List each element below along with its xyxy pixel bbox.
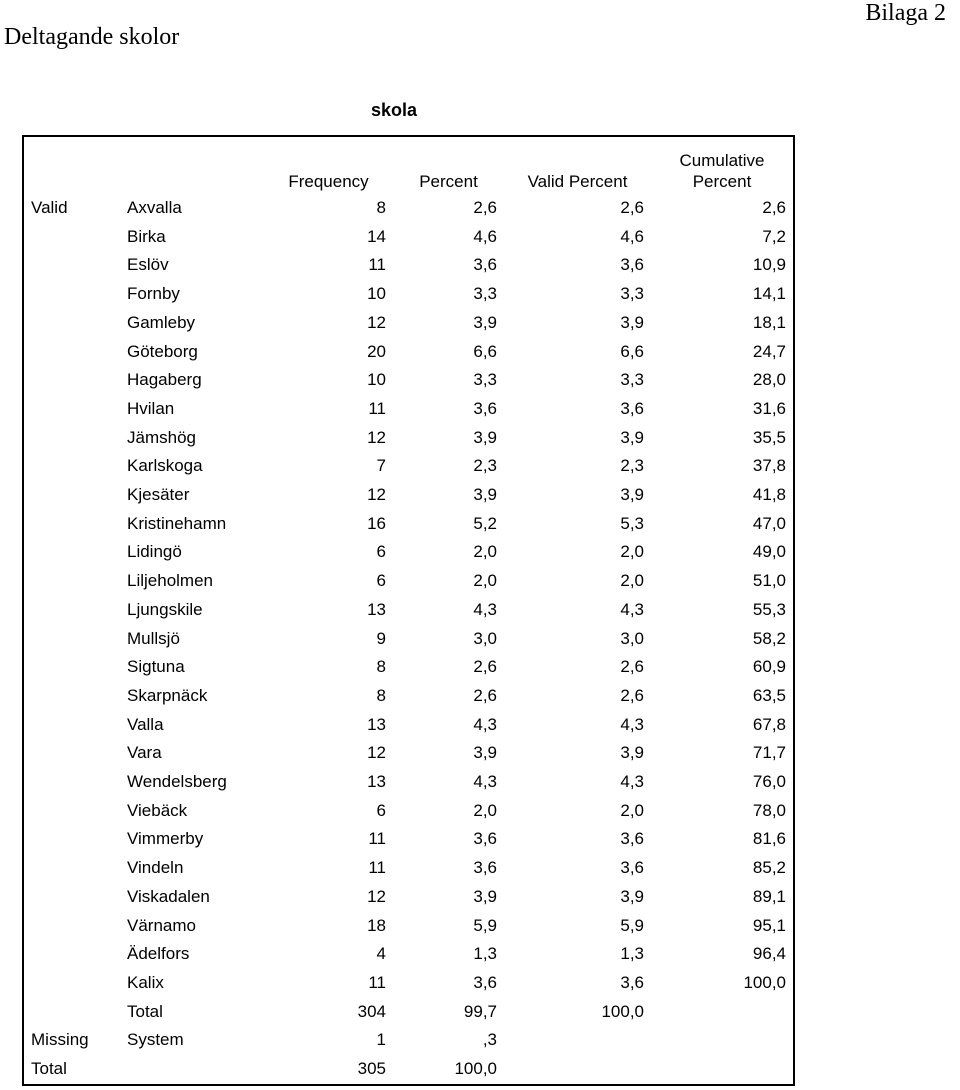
row-group (23, 653, 120, 682)
row-label: Kjesäter (127, 485, 190, 505)
table-row (23, 768, 794, 797)
cell-valid-percent: 3,6 (620, 858, 644, 878)
cell-percent: 3,6 (473, 972, 497, 992)
table-row (23, 481, 794, 510)
cell-frequency: 9 (376, 628, 386, 648)
table-row (23, 625, 794, 654)
cell-cumulative-percent: 100,0 (743, 972, 786, 992)
row-group (23, 596, 120, 625)
row-label: Hagaberg (127, 370, 202, 390)
cell-percent: 4,3 (473, 599, 497, 619)
cell-frequency: 305 (357, 1059, 386, 1079)
table-row (23, 424, 794, 453)
row-label: Birka (127, 226, 166, 246)
row-label: Ädelfors (127, 944, 190, 964)
row-label: Ljungskile (127, 599, 203, 619)
cell-percent: 4,3 (473, 714, 497, 734)
row-group (23, 998, 120, 1027)
cell-cumulative-percent: 47,0 (752, 513, 786, 533)
header-cumulative-percent (651, 136, 794, 194)
cell-cumulative-percent: 14,1 (752, 284, 786, 304)
cell-percent: 2,6 (473, 657, 497, 677)
row-label: Vindeln (127, 858, 184, 878)
row-label: Sigtuna (127, 657, 185, 677)
row-label: Skarpnäck (127, 685, 208, 705)
cell-valid-percent: 3,6 (620, 972, 644, 992)
cell-frequency: 4 (376, 944, 386, 964)
row-label (120, 1055, 264, 1085)
table-row (23, 912, 794, 941)
table-row (23, 682, 794, 711)
cell-cumulative-percent: 49,0 (752, 542, 786, 562)
row-group: Valid (31, 198, 68, 217)
table-row (23, 1026, 794, 1055)
cell-frequency: 11 (368, 858, 386, 878)
cell-cumulative-percent: 95,1 (752, 915, 786, 935)
cell-cumulative-percent: 41,8 (752, 485, 786, 505)
row-group (23, 625, 120, 654)
cell-frequency: 14 (367, 226, 386, 246)
appendix-label: Bilaga 2 (865, 0, 946, 26)
row-group (23, 481, 120, 510)
row-label: Viskadalen (127, 886, 210, 906)
row-label: System (127, 1030, 184, 1050)
cell-percent: 2,0 (473, 542, 497, 562)
row-group (23, 309, 120, 338)
row-label: Karlskoga (127, 456, 203, 476)
cell-valid-percent: 100,0 (601, 1001, 644, 1021)
table-header-row (23, 136, 794, 194)
cell-frequency: 11 (368, 255, 386, 275)
table-row (23, 998, 794, 1027)
cell-cumulative-percent: 76,0 (752, 772, 786, 792)
row-label: Mullsjö (127, 628, 180, 648)
cell-cumulative-percent: 96,4 (752, 944, 786, 964)
cell-frequency: 13 (367, 772, 386, 792)
table-row (23, 797, 794, 826)
cell-cumulative-percent: 37,8 (752, 456, 786, 476)
cell-valid-percent: 2,0 (620, 800, 644, 820)
table-row (23, 338, 794, 367)
row-label: Lidingö (127, 542, 182, 562)
cell-frequency: 18 (367, 915, 386, 935)
cell-valid-percent: 3,9 (620, 743, 644, 763)
row-group (23, 452, 120, 481)
cell-percent: 2,0 (473, 571, 497, 591)
cell-percent: 5,2 (473, 513, 497, 533)
row-label: Wendelsberg (127, 772, 227, 792)
table-row (23, 194, 794, 223)
cell-valid-percent: 3,6 (620, 398, 644, 418)
cell-frequency: 1 (376, 1030, 386, 1050)
row-group (23, 538, 120, 567)
row-group (23, 883, 120, 912)
row-label: Jämshög (127, 427, 196, 447)
cell-percent: 1,3 (473, 944, 497, 964)
row-label: Fornby (127, 284, 180, 304)
table-row (23, 510, 794, 539)
cell-percent: 3,6 (473, 858, 497, 878)
cell-valid-percent: 1,3 (620, 944, 644, 964)
cell-cumulative-percent: 2,6 (762, 198, 786, 217)
row-group (23, 280, 120, 309)
cell-frequency: 7 (376, 456, 386, 476)
cell-frequency: 13 (367, 714, 386, 734)
row-group (23, 940, 120, 969)
table-row (23, 739, 794, 768)
row-group (23, 567, 120, 596)
cell-percent: 5,9 (473, 915, 497, 935)
table-row (23, 395, 794, 424)
header-cumulative-line2: Percent (692, 172, 752, 191)
row-label: Total (127, 1001, 163, 1021)
row-group (23, 223, 120, 252)
cell-cumulative-percent (651, 1026, 794, 1055)
cell-valid-percent: 3,9 (620, 312, 644, 332)
cell-frequency: 11 (368, 972, 386, 992)
row-group (23, 912, 120, 941)
cell-cumulative-percent: 51,0 (752, 571, 786, 591)
row-group: Total (31, 1059, 67, 1079)
cell-frequency: 12 (367, 427, 386, 447)
table-row (23, 596, 794, 625)
cell-percent: 3,6 (473, 398, 497, 418)
cell-frequency: 20 (367, 341, 386, 361)
table-row (23, 883, 794, 912)
row-group (23, 338, 120, 367)
cell-valid-percent: 3,3 (620, 370, 644, 390)
header-percent: Percent (419, 172, 478, 191)
cell-cumulative-percent: 24,7 (752, 341, 786, 361)
cell-percent: 4,3 (473, 772, 497, 792)
cell-cumulative-percent: 85,2 (752, 858, 786, 878)
cell-percent: 2,6 (473, 198, 497, 217)
row-label: Gamleby (127, 312, 196, 332)
cell-frequency: 6 (376, 800, 386, 820)
header-frequency: Frequency (288, 172, 369, 191)
cell-percent: 2,6 (473, 685, 497, 705)
cell-valid-percent: 3,0 (620, 628, 644, 648)
table-row (23, 280, 794, 309)
row-label: Värnamo (127, 915, 196, 935)
cell-valid-percent: 3,9 (620, 485, 644, 505)
cell-percent: 4,6 (473, 226, 497, 246)
header-cumulative-line1: Cumulative (679, 151, 765, 170)
row-group (23, 711, 120, 740)
document-title: Deltagande skolor (4, 24, 180, 50)
cell-valid-percent (504, 1026, 651, 1055)
cell-frequency: 6 (376, 542, 386, 562)
row-group (23, 510, 120, 539)
row-label: Valla (127, 714, 164, 734)
table-row (23, 366, 794, 395)
cell-percent: 2,0 (473, 800, 497, 820)
cell-frequency: 12 (367, 886, 386, 906)
row-label: Viebäck (127, 800, 188, 820)
row-group (23, 251, 120, 280)
table-row (23, 567, 794, 596)
cell-cumulative-percent: 35,5 (752, 427, 786, 447)
cell-cumulative-percent: 60,9 (752, 657, 786, 677)
header-valid-percent: Valid Percent (527, 172, 628, 191)
header-blank-group (23, 136, 120, 194)
cell-valid-percent: 2,6 (620, 685, 644, 705)
table-row (23, 309, 794, 338)
table-body (23, 194, 794, 1085)
row-label: Hvilan (127, 398, 175, 418)
cell-cumulative-percent: 55,3 (752, 599, 786, 619)
cell-cumulative-percent: 89,1 (752, 886, 786, 906)
row-group (23, 424, 120, 453)
table-row (23, 538, 794, 567)
cell-percent: 6,6 (473, 341, 497, 361)
cell-valid-percent: 5,3 (620, 513, 644, 533)
cell-valid-percent: 3,3 (620, 284, 644, 304)
row-group (23, 854, 120, 883)
table-row (23, 854, 794, 883)
cell-cumulative-percent: 10,9 (752, 255, 786, 275)
cell-frequency: 8 (376, 198, 386, 217)
cell-frequency: 16 (367, 513, 386, 533)
cell-frequency: 10 (367, 284, 386, 304)
table-row (23, 653, 794, 682)
frequency-table (22, 135, 795, 1086)
cell-percent: 3,9 (473, 312, 497, 332)
cell-frequency: 12 (367, 743, 386, 763)
cell-percent: 99,7 (463, 1001, 497, 1021)
cell-valid-percent: 4,3 (620, 714, 644, 734)
table-row (23, 969, 794, 998)
cell-valid-percent: 4,3 (620, 599, 644, 619)
cell-percent: 3,9 (473, 485, 497, 505)
row-label: Kalix (127, 972, 164, 992)
row-group (23, 366, 120, 395)
cell-percent: 3,3 (473, 284, 497, 304)
cell-valid-percent: 3,9 (620, 427, 644, 447)
cell-cumulative-percent: 78,0 (752, 800, 786, 820)
cell-percent: 100,0 (454, 1059, 497, 1079)
cell-frequency: 12 (367, 485, 386, 505)
table-row (23, 1055, 794, 1085)
cell-frequency: 6 (376, 571, 386, 591)
cell-cumulative-percent: 58,2 (752, 628, 786, 648)
cell-valid-percent: 2,6 (620, 657, 644, 677)
row-group (23, 739, 120, 768)
row-label: Eslöv (127, 255, 169, 275)
table-row (23, 825, 794, 854)
cell-frequency: 8 (376, 685, 386, 705)
row-label: Vara (127, 743, 162, 763)
table-row (23, 251, 794, 280)
cell-cumulative-percent (651, 1055, 794, 1085)
cell-valid-percent: 3,6 (620, 255, 644, 275)
cell-valid-percent: 2,3 (620, 456, 644, 476)
table-row (23, 940, 794, 969)
table-row (23, 223, 794, 252)
cell-cumulative-percent: 31,6 (752, 398, 786, 418)
header-blank-label (120, 136, 264, 194)
row-group (23, 969, 120, 998)
cell-cumulative-percent (651, 998, 794, 1027)
row-group: Missing (31, 1030, 89, 1050)
cell-frequency: 8 (376, 657, 386, 677)
cell-frequency: 11 (368, 829, 386, 849)
row-group (23, 682, 120, 711)
table-row (23, 452, 794, 481)
cell-valid-percent: 6,6 (620, 341, 644, 361)
cell-valid-percent: 2,6 (620, 198, 644, 217)
cell-valid-percent: 2,0 (620, 571, 644, 591)
row-label: Vimmerby (127, 829, 204, 849)
cell-percent: 3,6 (473, 255, 497, 275)
cell-percent: ,3 (482, 1030, 497, 1050)
cell-valid-percent (504, 1055, 651, 1085)
cell-percent: 3,6 (473, 829, 497, 849)
row-group (23, 797, 120, 826)
table-title: skola (371, 100, 418, 120)
cell-frequency: 10 (367, 370, 386, 390)
row-group (23, 768, 120, 797)
table-row (23, 711, 794, 740)
cell-valid-percent: 3,6 (620, 829, 644, 849)
cell-cumulative-percent: 7,2 (762, 226, 786, 246)
cell-cumulative-percent: 81,6 (752, 829, 786, 849)
cell-percent: 3,0 (473, 628, 497, 648)
cell-frequency: 12 (367, 312, 386, 332)
row-label: Kristinehamn (127, 513, 227, 533)
cell-valid-percent: 3,9 (620, 886, 644, 906)
cell-cumulative-percent: 67,8 (752, 714, 786, 734)
cell-cumulative-percent: 63,5 (752, 685, 786, 705)
row-label: Liljeholmen (127, 571, 213, 591)
cell-percent: 3,3 (473, 370, 497, 390)
cell-percent: 2,3 (473, 456, 497, 476)
cell-frequency: 13 (367, 599, 386, 619)
cell-valid-percent: 4,6 (620, 226, 644, 246)
cell-cumulative-percent: 18,1 (752, 312, 786, 332)
row-group (23, 825, 120, 854)
cell-frequency: 11 (368, 398, 386, 418)
cell-valid-percent: 5,9 (620, 915, 644, 935)
row-label: Göteborg (127, 341, 198, 361)
row-label: Axvalla (127, 198, 182, 217)
cell-percent: 3,9 (473, 427, 497, 447)
row-group (23, 395, 120, 424)
cell-percent: 3,9 (473, 886, 497, 906)
cell-valid-percent: 4,3 (620, 772, 644, 792)
cell-valid-percent: 2,0 (620, 542, 644, 562)
cell-frequency: 304 (357, 1001, 386, 1021)
cell-cumulative-percent: 71,7 (752, 743, 786, 763)
cell-percent: 3,9 (473, 743, 497, 763)
cell-cumulative-percent: 28,0 (752, 370, 786, 390)
